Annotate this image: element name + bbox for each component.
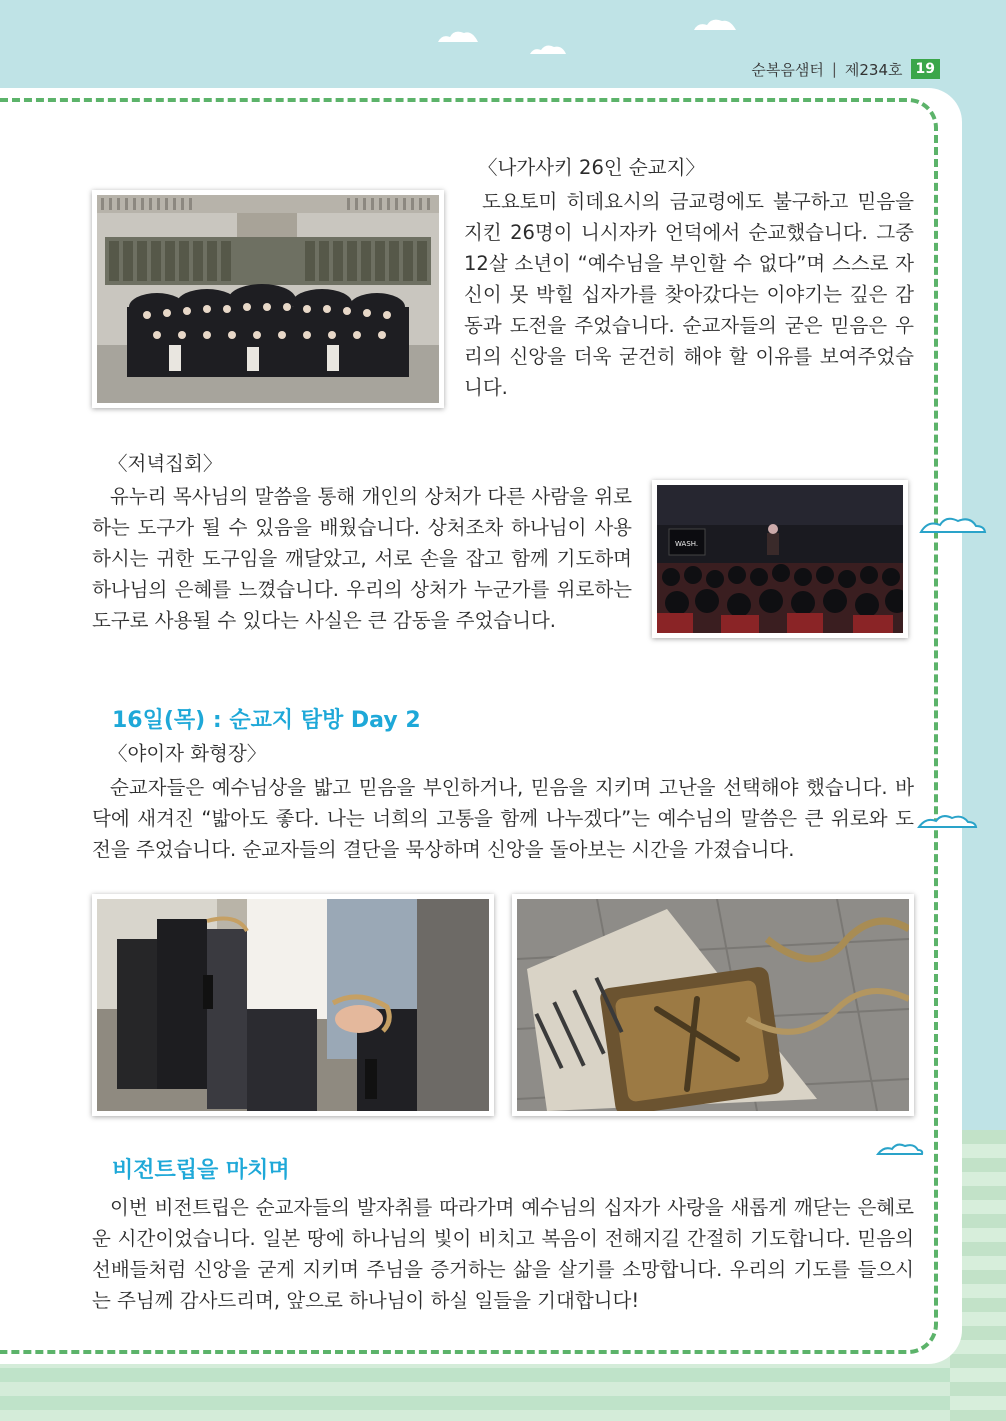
day2-title: 〈야이자 화형장〉: [108, 742, 267, 765]
tied-hands-image: [97, 899, 489, 1111]
evening-service-image: [657, 485, 903, 633]
evening-body: [92, 481, 632, 636]
day2-paragraph: 순교자들은 예수님상을 밟고 믿음을 부인하거나, 믿음을 지키며 고난을 선택해야 했습니다. 바닥에 새겨진 “밟아도 좋다. 나는 너희의 고통을 함께 나누겠다”는 예수님의 말씀은 큰 위로와 도전을 주었습니다. 순교자들의 결단을 묵상하며 신앙을 돌아보는 시간을 가졌습니다.: [92, 776, 914, 861]
publication-name: 순복음샘터: [751, 60, 824, 79]
group-photo-monument: [92, 190, 444, 408]
nagasaki-body: [464, 186, 914, 403]
page-number: 19: [911, 59, 940, 79]
screen-text: WASH.: [675, 540, 699, 548]
monument-image: [97, 195, 439, 403]
day2-body: [92, 772, 914, 865]
day2-heading: 16일(목) : 순교지 탐방 Day 2: [112, 708, 421, 733]
evening-title: 〈저녁집회〉: [108, 452, 223, 475]
header-separator: |: [831, 60, 837, 78]
closing-body: [92, 1192, 914, 1316]
evening-service-photo: [652, 480, 908, 638]
nagasaki-paragraph: 도요토미 히데요시의 금교령에도 불구하고 믿음을 지킨 26명이 니시자카 언덕에서 순교했습니다. 그중 12살 소년이 “예수님을 부인할 수 없다”며 스스로 자신이 못 박힐 십자가를 찾아갔다는 이야기는 깊은 감동과 도전을 주었습니다. 순교자들의 굳은 믿음은 우리의 신앙을 더욱 굳건히 해야 할 이유를 보여주었습니다.: [464, 190, 914, 399]
fumie-photo: [512, 894, 914, 1116]
evening-paragraph: 유누리 목사님의 말씀을 통해 개인의 상처가 다른 사람을 위로하는 도구가 될 수 있음을 배웠습니다. 상처조차 하나님이 사용하시는 귀한 도구임을 깨달았고, 서로 손을 잡고 함께 기도하며 하나님의 은혜를 느꼈습니다. 우리의 상처가 누군가를 위로하는 도구로 사용될 수 있다는 사실은 큰 감동을 주었습니다.: [92, 485, 632, 632]
fumie-image: [517, 899, 909, 1111]
closing-paragraph: 이번 비전트립은 순교자들의 발자취를 따라가며 예수님의 십자가 사랑을 새롭게 깨닫는 은혜로운 시간이었습니다. 일본 땅에 하나님의 빛이 비치고 복음이 전해지길 간절히 기도합니다. 믿음의 선배들처럼 신앙을 굳게 지키며 주님을 증거하는 삶을 살기를 소망합니다. 우리의 기도를 들으시는 주님께 감사드리며, 앞으로 하나님이 하실 일들을 기대합니다!: [92, 1196, 914, 1312]
nagasaki-title: 〈나가사키 26인 순교지〉: [478, 156, 705, 179]
tied-hands-photo: [92, 894, 494, 1116]
issue-number: 제234호: [844, 60, 903, 79]
closing-heading: 비전트립을 마치며: [112, 1158, 290, 1183]
